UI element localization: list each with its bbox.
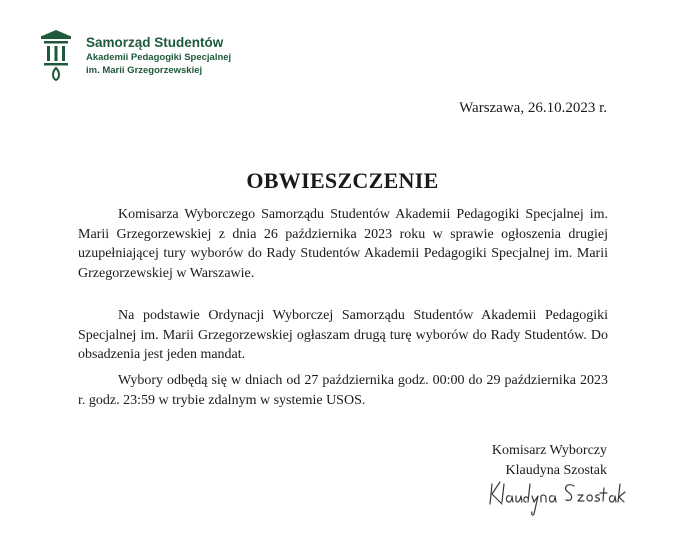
paragraph-intro: Komisarza Wyborczego Samorządu Studentów Akademii Pedagogiki Specjalnej im. Marii Grzegorzewskiej z dnia 26 października 2023 roku w sprawie ogłoszenia drugiej uzupełniającej tury wyborów do Rady Studentów Akademii Pedagogiki Specjalnej im. Marii Grzegorzewskiej w Warszawie. xyxy=(78,207,608,281)
organization-subtitle-line1: Akademii Pedagogiki Specjalnej xyxy=(86,52,232,63)
organization-name-block xyxy=(86,34,231,77)
paragraph-announcement: Na podstawie Ordynacji Wyborczej Samorządu Studentów Akademii Pedagogiki Specjalnej im. Marii Grzegorzewskiej ogłaszam drugą turę wyborów do Rady Studentów. Do obsadzenia jest jeden mandat. xyxy=(78,308,608,362)
signatory-name: Klaudyna Szostak xyxy=(505,462,607,478)
document-title: OBWIESZCZENIE xyxy=(246,168,439,193)
handwritten-signature xyxy=(486,470,626,518)
paragraph-schedule: Wybory odbędą się w dniach od 27 października godz. 00:00 do 29 października 2023 r. godz. 23:59 w trybie zdalnym w systemie USOS. xyxy=(78,373,608,408)
document-date: Warszawa, 26.10.2023 r. xyxy=(459,100,607,116)
organization-subtitle-line2: im. Marii Grzegorzewskiej xyxy=(86,65,203,76)
organization-name: Samorząd Studentów xyxy=(86,35,224,50)
letterhead xyxy=(38,28,231,82)
signatory-role: Komisarz Wyborczy xyxy=(491,443,607,458)
column-pedestal-logo-icon xyxy=(38,28,74,82)
